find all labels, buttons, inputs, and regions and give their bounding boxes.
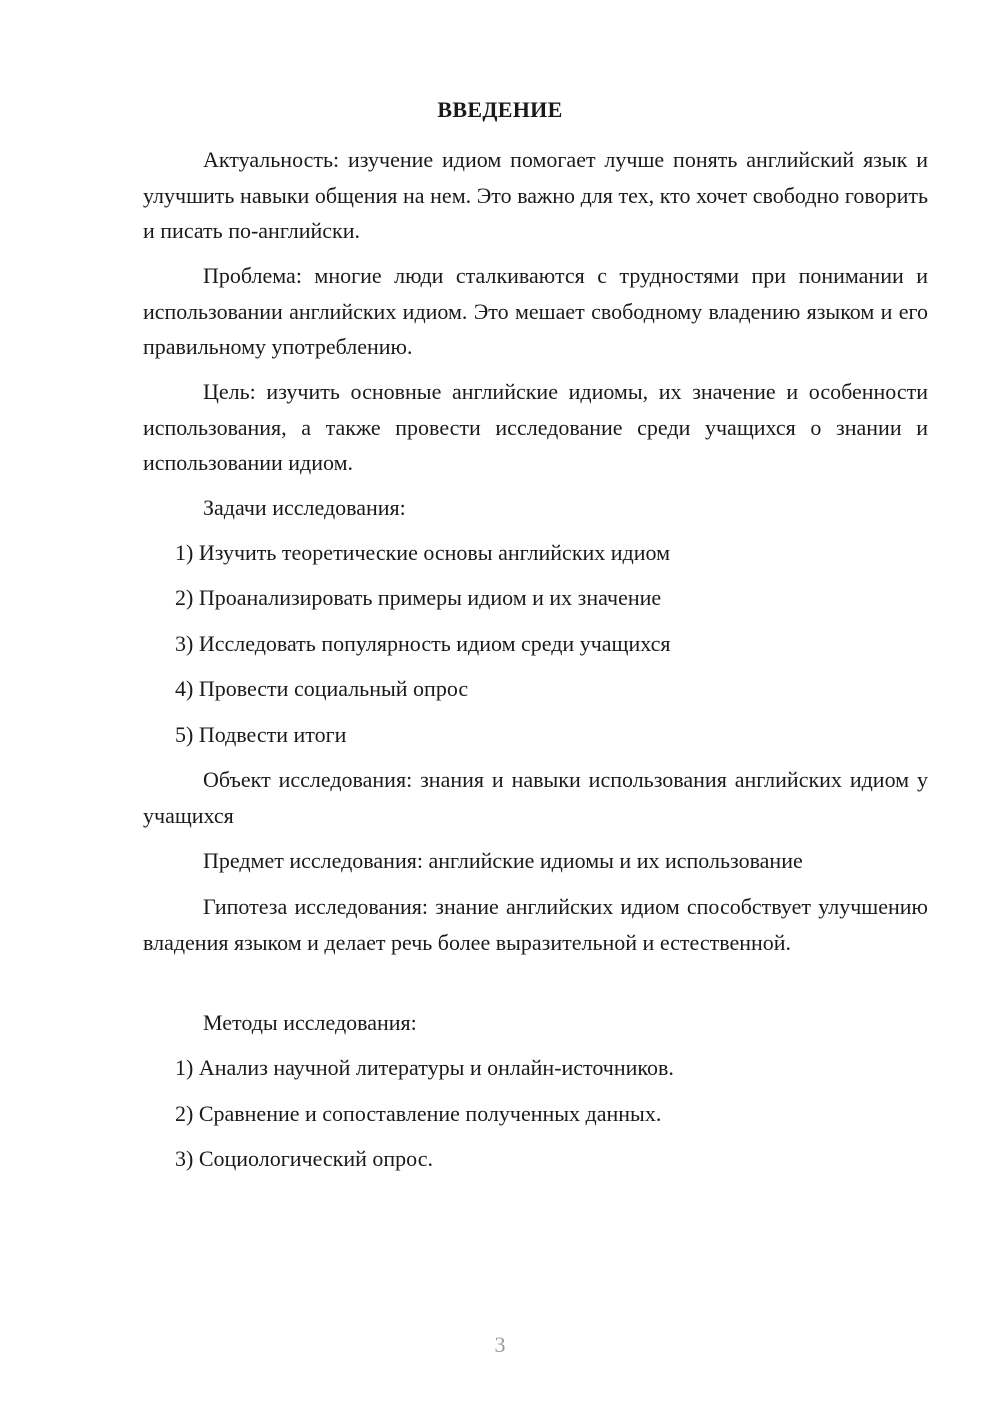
methods-label: Методы исследования: bbox=[203, 1010, 417, 1035]
method-item: 3) Социологический опрос. bbox=[175, 1146, 433, 1171]
page-number: 3 bbox=[494, 1332, 506, 1357]
paragraph-relevance: Актуальность: изучение идиом помогает лучше понять английский язык и улучшить навыки общения на нем. Это важно для тех, кто хочет свободно говорить и писать по-английски. bbox=[143, 147, 928, 243]
tasks-label: Задачи исследования: bbox=[203, 495, 406, 520]
paragraph-problem: Проблема: многие люди сталкиваются с трудностями при понимании и использовании английских идиом. Это мешает свободному владению языком и его правильному употреблению. bbox=[143, 263, 928, 359]
task-item: 2) Проанализировать примеры идиом и их значение bbox=[175, 585, 662, 610]
paragraph-object: Объект исследования: знания и навыки использования английских идиом у учащихся bbox=[143, 767, 928, 828]
task-item: 4) Провести социальный опрос bbox=[175, 676, 469, 701]
paragraph-hypothesis: Гипотеза исследования: знание английских идиом способствует улучшению владения языком и делает речь более выразительной и естественной. bbox=[143, 894, 928, 955]
paragraph-subject: Предмет исследования: английские идиомы и их использование bbox=[203, 848, 803, 873]
method-item: 1) Анализ научной литературы и онлайн-источников. bbox=[175, 1055, 674, 1080]
task-item: 1) Изучить теоретические основы английских идиом bbox=[175, 540, 671, 565]
page-title: ВВЕДЕНИЕ bbox=[437, 97, 563, 122]
paragraph-goal: Цель: изучить основные английские идиомы, их значение и особенности использования, а также провести исследование среди учащихся о знании и использовании идиом. bbox=[143, 379, 928, 475]
method-item: 2) Сравнение и сопоставление полученных данных. bbox=[175, 1101, 662, 1126]
task-item: 5) Подвести итоги bbox=[175, 722, 347, 747]
task-item: 3) Исследовать популярность идиом среди учащихся bbox=[175, 631, 671, 656]
